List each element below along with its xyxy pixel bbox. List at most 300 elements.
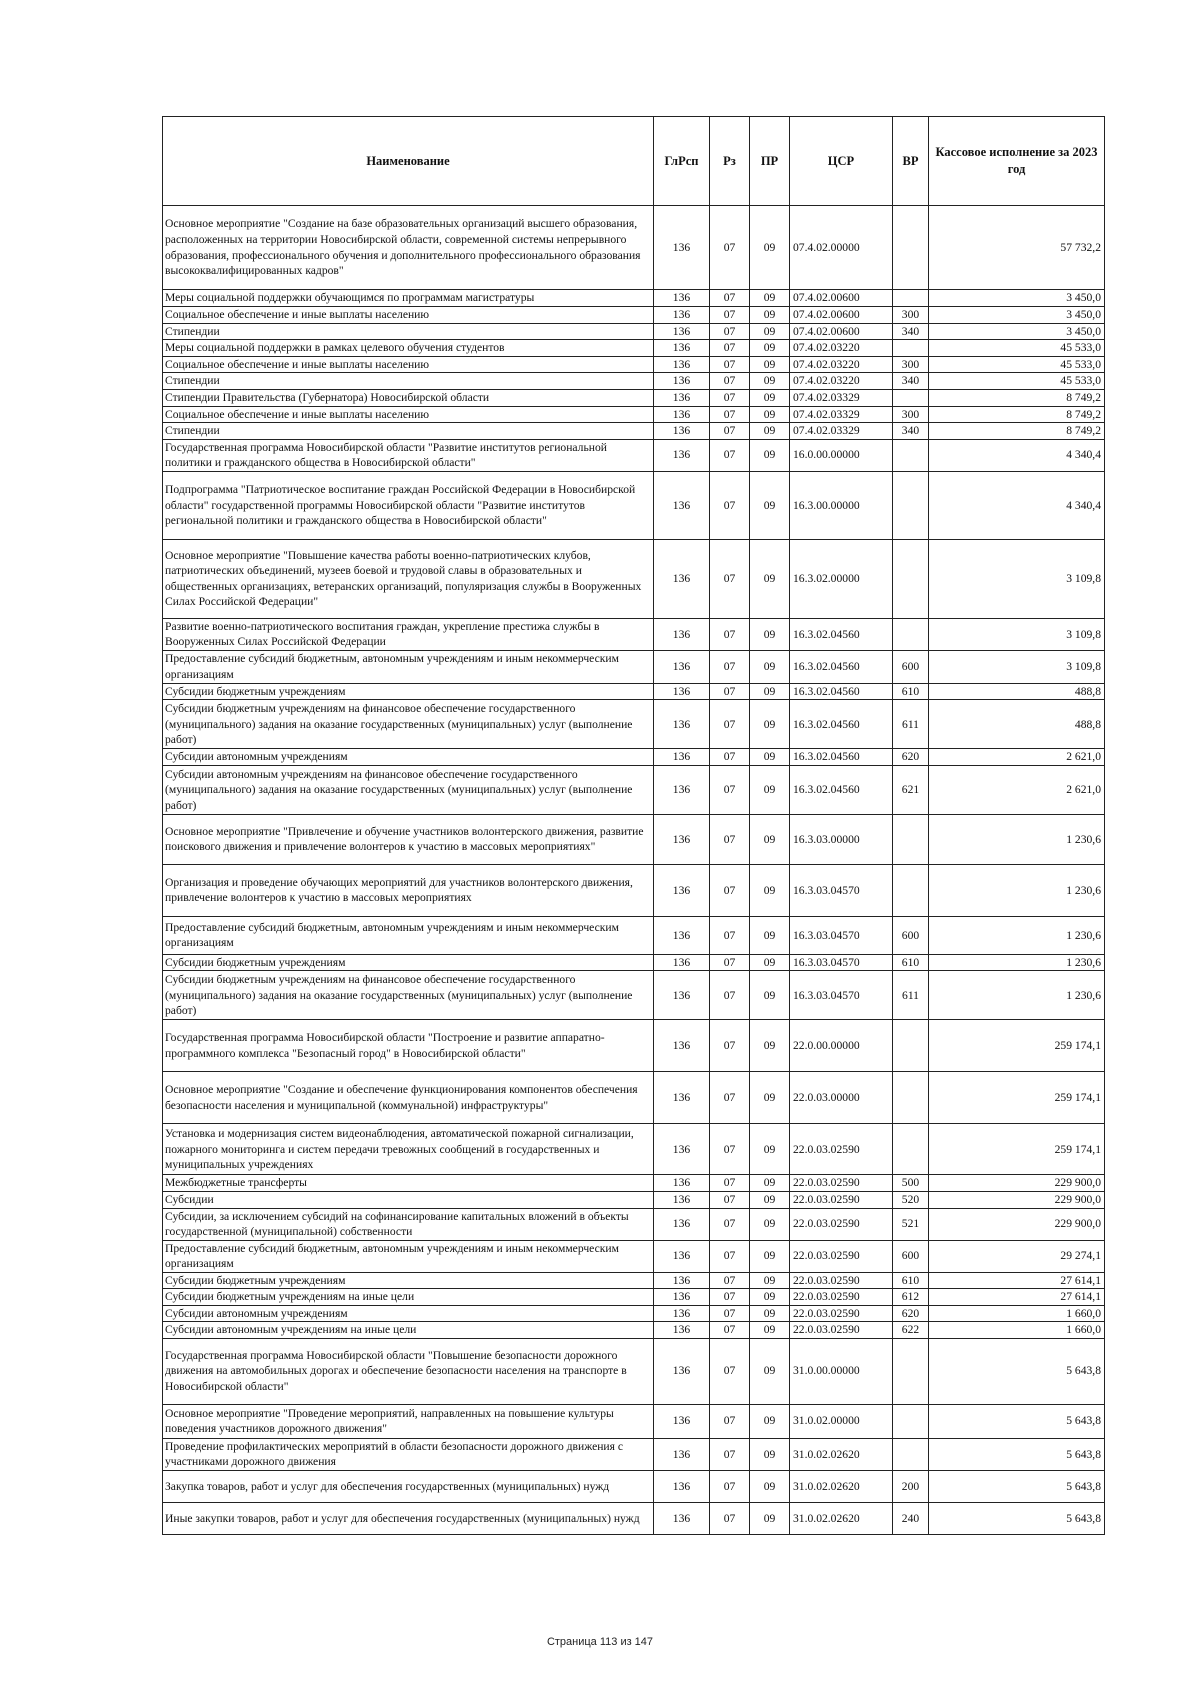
cell-pr: 09 bbox=[750, 471, 790, 539]
cell-name: Проведение профилактических мероприятий в области безопасности дорожного движения с участниками дорожного движения bbox=[163, 1438, 654, 1470]
table-row bbox=[163, 1072, 1105, 1124]
table-row bbox=[163, 356, 1105, 373]
cell-grbs: 136 bbox=[654, 971, 710, 1020]
cell-amount: 8 749,2 bbox=[929, 406, 1105, 423]
table-row bbox=[163, 1124, 1105, 1175]
cell-rz: 07 bbox=[710, 307, 750, 324]
cell-csr: 22.0.03.02590 bbox=[790, 1272, 893, 1289]
cell-rz: 07 bbox=[710, 1124, 750, 1175]
cell-amount: 5 643,8 bbox=[929, 1470, 1105, 1502]
cell-pr: 09 bbox=[750, 1470, 790, 1502]
cell-pr: 09 bbox=[750, 373, 790, 390]
cell-csr: 22.0.03.02590 bbox=[790, 1191, 893, 1208]
cell-name: Основное мероприятие "Проведение мероприятий, направленных на повышение культуры поведения участников дорожного движения" bbox=[163, 1404, 654, 1438]
cell-name: Социальное обеспечение и иные выплаты населению bbox=[163, 406, 654, 423]
table-row bbox=[163, 1020, 1105, 1072]
cell-name: Развитие военно-патриотического воспитания граждан, укрепление престижа службы в Вооруженных Силах Российской Федерации bbox=[163, 618, 654, 650]
cell-vr: 611 bbox=[893, 971, 929, 1020]
cell-name: Государственная программа Новосибирской области "Развитие институтов региональной политики и гражданского общества в Новосибирской области" bbox=[163, 439, 654, 471]
cell-rz: 07 bbox=[710, 471, 750, 539]
cell-csr: 31.0.00.00000 bbox=[790, 1338, 893, 1404]
cell-csr: 16.3.02.04560 bbox=[790, 700, 893, 749]
cell-vr bbox=[893, 290, 929, 307]
cell-csr: 16.3.03.04570 bbox=[790, 954, 893, 971]
cell-csr: 22.0.00.00000 bbox=[790, 1020, 893, 1072]
cell-vr bbox=[893, 1438, 929, 1470]
table-row bbox=[163, 471, 1105, 539]
cell-vr bbox=[893, 539, 929, 618]
cell-vr bbox=[893, 1404, 929, 1438]
cell-name: Предоставление субсидий бюджетным, автономным учреждениям и иным некоммерческим организациям bbox=[163, 1240, 654, 1272]
cell-rz: 07 bbox=[710, 290, 750, 307]
cell-amount: 45 533,0 bbox=[929, 373, 1105, 390]
cell-amount: 2 621,0 bbox=[929, 749, 1105, 766]
cell-amount: 5 643,8 bbox=[929, 1338, 1105, 1404]
cell-amount: 259 174,1 bbox=[929, 1072, 1105, 1124]
cell-rz: 07 bbox=[710, 618, 750, 650]
cell-pr: 09 bbox=[750, 1502, 790, 1534]
cell-pr: 09 bbox=[750, 423, 790, 440]
table-row bbox=[163, 749, 1105, 766]
cell-rz: 07 bbox=[710, 1404, 750, 1438]
cell-pr: 09 bbox=[750, 340, 790, 357]
cell-amount: 3 450,0 bbox=[929, 323, 1105, 340]
cell-name: Стипендии bbox=[163, 323, 654, 340]
cell-csr: 16.3.02.04560 bbox=[790, 765, 893, 814]
cell-csr: 22.0.03.02590 bbox=[790, 1322, 893, 1339]
cell-name: Основное мероприятие "Создание на базе образовательных организаций высшего образования, расположенных на территории Новосибирской области, современной системы непрерывного образования, профессионального обучения и дополнительного профессионального образования высококвалифицированных кадров" bbox=[163, 206, 654, 290]
table-row bbox=[163, 439, 1105, 471]
header-rz: Рз bbox=[710, 117, 750, 206]
cell-pr: 09 bbox=[750, 206, 790, 290]
budget-table bbox=[162, 116, 1105, 1535]
cell-rz: 07 bbox=[710, 356, 750, 373]
cell-amount: 229 900,0 bbox=[929, 1175, 1105, 1192]
table-row bbox=[163, 206, 1105, 290]
cell-grbs: 136 bbox=[654, 618, 710, 650]
cell-name: Субсидии автономным учреждениям на иные цели bbox=[163, 1322, 654, 1339]
cell-vr: 200 bbox=[893, 1470, 929, 1502]
cell-name: Субсидии автономным учреждениям на финансовое обеспечение государственного (муниципального) задания на оказание государственных (муниципальных) услуг (выполнение работ) bbox=[163, 765, 654, 814]
cell-csr: 16.3.03.04570 bbox=[790, 864, 893, 916]
cell-vr: 612 bbox=[893, 1289, 929, 1306]
cell-vr: 610 bbox=[893, 683, 929, 700]
cell-name: Субсидии автономным учреждениям bbox=[163, 749, 654, 766]
table-row bbox=[163, 765, 1105, 814]
cell-amount: 5 643,8 bbox=[929, 1404, 1105, 1438]
cell-name: Субсидии бюджетным учреждениям на финансовое обеспечение государственного (муниципального) задания на оказание государственных (муниципальных) услуг (выполнение работ) bbox=[163, 700, 654, 749]
header-row bbox=[163, 117, 1105, 206]
cell-amount: 3 450,0 bbox=[929, 290, 1105, 307]
cell-pr: 09 bbox=[750, 700, 790, 749]
cell-grbs: 136 bbox=[654, 1272, 710, 1289]
cell-grbs: 136 bbox=[654, 749, 710, 766]
cell-grbs: 136 bbox=[654, 356, 710, 373]
cell-pr: 09 bbox=[750, 1240, 790, 1272]
cell-amount: 3 109,8 bbox=[929, 650, 1105, 683]
table-row bbox=[163, 683, 1105, 700]
cell-pr: 09 bbox=[750, 1322, 790, 1339]
cell-amount: 3 109,8 bbox=[929, 539, 1105, 618]
table-row bbox=[163, 1305, 1105, 1322]
cell-rz: 07 bbox=[710, 814, 750, 864]
cell-name: Субсидии автономным учреждениям bbox=[163, 1305, 654, 1322]
cell-csr: 22.0.03.02590 bbox=[790, 1305, 893, 1322]
cell-vr bbox=[893, 471, 929, 539]
cell-csr: 31.0.02.00000 bbox=[790, 1404, 893, 1438]
cell-vr: 521 bbox=[893, 1208, 929, 1240]
cell-vr: 600 bbox=[893, 650, 929, 683]
cell-name: Меры социальной поддержки в рамках целевого обучения студентов bbox=[163, 340, 654, 357]
cell-name: Основное мероприятие "Повышение качества работы военно-патриотических клубов, патриотических объединений, музеев боевой и трудовой славы в образовательных и общественных организациях, ветеранских организаций, популяризация службы в Вооруженных Силах Российской Федерации" bbox=[163, 539, 654, 618]
header-grbs: ГлРсп bbox=[654, 117, 710, 206]
cell-name: Предоставление субсидий бюджетным, автономным учреждениям и иным некоммерческим организациям bbox=[163, 916, 654, 954]
cell-amount: 27 614,1 bbox=[929, 1289, 1105, 1306]
cell-rz: 07 bbox=[710, 1020, 750, 1072]
cell-pr: 09 bbox=[750, 356, 790, 373]
cell-pr: 09 bbox=[750, 749, 790, 766]
cell-vr: 600 bbox=[893, 1240, 929, 1272]
cell-csr: 16.3.02.04560 bbox=[790, 683, 893, 700]
cell-vr: 620 bbox=[893, 749, 929, 766]
cell-grbs: 136 bbox=[654, 683, 710, 700]
cell-pr: 09 bbox=[750, 765, 790, 814]
cell-csr: 16.3.02.00000 bbox=[790, 539, 893, 618]
cell-pr: 09 bbox=[750, 1175, 790, 1192]
cell-vr: 622 bbox=[893, 1322, 929, 1339]
cell-amount: 1 230,6 bbox=[929, 954, 1105, 971]
cell-csr: 07.4.02.03329 bbox=[790, 406, 893, 423]
cell-pr: 09 bbox=[750, 1305, 790, 1322]
cell-name: Межбюджетные трансферты bbox=[163, 1175, 654, 1192]
table-row bbox=[163, 971, 1105, 1020]
table-row bbox=[163, 1240, 1105, 1272]
cell-pr: 09 bbox=[750, 1020, 790, 1072]
header-vr: ВР bbox=[893, 117, 929, 206]
cell-grbs: 136 bbox=[654, 1289, 710, 1306]
header-csr: ЦСР bbox=[790, 117, 893, 206]
cell-grbs: 136 bbox=[654, 1191, 710, 1208]
cell-amount: 1 230,6 bbox=[929, 971, 1105, 1020]
cell-grbs: 136 bbox=[654, 406, 710, 423]
cell-amount: 29 274,1 bbox=[929, 1240, 1105, 1272]
table-row bbox=[163, 650, 1105, 683]
cell-amount: 4 340,4 bbox=[929, 439, 1105, 471]
cell-vr: 611 bbox=[893, 700, 929, 749]
cell-pr: 09 bbox=[750, 307, 790, 324]
table-row bbox=[163, 1502, 1105, 1534]
cell-pr: 09 bbox=[750, 1289, 790, 1306]
cell-rz: 07 bbox=[710, 1072, 750, 1124]
cell-rz: 07 bbox=[710, 765, 750, 814]
cell-grbs: 136 bbox=[654, 1305, 710, 1322]
cell-csr: 22.0.03.02590 bbox=[790, 1124, 893, 1175]
cell-rz: 07 bbox=[710, 439, 750, 471]
cell-grbs: 136 bbox=[654, 1404, 710, 1438]
cell-amount: 2 621,0 bbox=[929, 765, 1105, 814]
cell-rz: 07 bbox=[710, 864, 750, 916]
page-number: Страница 113 из 147 bbox=[546, 1636, 654, 1648]
cell-grbs: 136 bbox=[654, 340, 710, 357]
cell-pr: 09 bbox=[750, 954, 790, 971]
cell-csr: 16.0.00.00000 bbox=[790, 439, 893, 471]
cell-amount: 57 732,2 bbox=[929, 206, 1105, 290]
cell-grbs: 136 bbox=[654, 814, 710, 864]
cell-vr: 300 bbox=[893, 307, 929, 324]
cell-amount: 3 109,8 bbox=[929, 618, 1105, 650]
cell-rz: 07 bbox=[710, 916, 750, 954]
cell-csr: 07.4.02.00600 bbox=[790, 307, 893, 324]
cell-pr: 09 bbox=[750, 539, 790, 618]
cell-rz: 07 bbox=[710, 1438, 750, 1470]
cell-rz: 07 bbox=[710, 683, 750, 700]
table-row bbox=[163, 307, 1105, 324]
cell-amount: 259 174,1 bbox=[929, 1124, 1105, 1175]
cell-amount: 488,8 bbox=[929, 700, 1105, 749]
cell-grbs: 136 bbox=[654, 864, 710, 916]
cell-rz: 07 bbox=[710, 650, 750, 683]
cell-rz: 07 bbox=[710, 700, 750, 749]
cell-grbs: 136 bbox=[654, 206, 710, 290]
cell-grbs: 136 bbox=[654, 1020, 710, 1072]
cell-rz: 07 bbox=[710, 539, 750, 618]
cell-rz: 07 bbox=[710, 340, 750, 357]
cell-amount: 1 230,6 bbox=[929, 916, 1105, 954]
cell-csr: 31.0.02.02620 bbox=[790, 1470, 893, 1502]
cell-pr: 09 bbox=[750, 1272, 790, 1289]
cell-amount: 5 643,8 bbox=[929, 1502, 1105, 1534]
cell-csr: 16.3.03.04570 bbox=[790, 971, 893, 1020]
header-pr: ПР bbox=[750, 117, 790, 206]
cell-vr bbox=[893, 1072, 929, 1124]
cell-pr: 09 bbox=[750, 1438, 790, 1470]
cell-rz: 07 bbox=[710, 1240, 750, 1272]
table-row bbox=[163, 954, 1105, 971]
cell-amount: 1 660,0 bbox=[929, 1305, 1105, 1322]
cell-name: Стипендии Правительства (Губернатора) Новосибирской области bbox=[163, 389, 654, 406]
table-header bbox=[163, 117, 1105, 206]
cell-pr: 09 bbox=[750, 323, 790, 340]
cell-amount: 3 450,0 bbox=[929, 307, 1105, 324]
cell-pr: 09 bbox=[750, 814, 790, 864]
cell-amount: 45 533,0 bbox=[929, 356, 1105, 373]
cell-amount: 229 900,0 bbox=[929, 1208, 1105, 1240]
cell-grbs: 136 bbox=[654, 307, 710, 324]
table-row bbox=[163, 323, 1105, 340]
cell-grbs: 136 bbox=[654, 323, 710, 340]
cell-pr: 09 bbox=[750, 618, 790, 650]
table-row bbox=[163, 290, 1105, 307]
table-row bbox=[163, 423, 1105, 440]
cell-csr: 22.0.03.02590 bbox=[790, 1208, 893, 1240]
cell-rz: 07 bbox=[710, 1470, 750, 1502]
cell-rz: 07 bbox=[710, 1502, 750, 1534]
cell-csr: 07.4.02.00000 bbox=[790, 206, 893, 290]
cell-grbs: 136 bbox=[654, 389, 710, 406]
cell-rz: 07 bbox=[710, 954, 750, 971]
cell-grbs: 136 bbox=[654, 954, 710, 971]
table-body bbox=[163, 206, 1105, 1535]
cell-rz: 07 bbox=[710, 1322, 750, 1339]
cell-name: Субсидии бюджетным учреждениям bbox=[163, 1272, 654, 1289]
cell-pr: 09 bbox=[750, 864, 790, 916]
cell-vr bbox=[893, 814, 929, 864]
cell-grbs: 136 bbox=[654, 1208, 710, 1240]
cell-rz: 07 bbox=[710, 1289, 750, 1306]
cell-pr: 09 bbox=[750, 406, 790, 423]
cell-grbs: 136 bbox=[654, 1470, 710, 1502]
cell-vr bbox=[893, 1124, 929, 1175]
cell-amount: 488,8 bbox=[929, 683, 1105, 700]
table-row bbox=[163, 916, 1105, 954]
cell-name: Стипендии bbox=[163, 373, 654, 390]
cell-pr: 09 bbox=[750, 389, 790, 406]
cell-pr: 09 bbox=[750, 971, 790, 1020]
cell-vr: 300 bbox=[893, 356, 929, 373]
cell-grbs: 136 bbox=[654, 471, 710, 539]
table-row bbox=[163, 1175, 1105, 1192]
cell-rz: 07 bbox=[710, 323, 750, 340]
cell-rz: 07 bbox=[710, 373, 750, 390]
cell-vr: 600 bbox=[893, 916, 929, 954]
cell-amount: 8 749,2 bbox=[929, 389, 1105, 406]
cell-name: Субсидии бюджетным учреждениям на иные цели bbox=[163, 1289, 654, 1306]
cell-grbs: 136 bbox=[654, 916, 710, 954]
table-row bbox=[163, 389, 1105, 406]
cell-csr: 07.4.02.00600 bbox=[790, 323, 893, 340]
cell-csr: 07.4.02.03329 bbox=[790, 423, 893, 440]
table-row bbox=[163, 1208, 1105, 1240]
cell-pr: 09 bbox=[750, 1124, 790, 1175]
cell-csr: 16.3.02.04560 bbox=[790, 749, 893, 766]
cell-pr: 09 bbox=[750, 1338, 790, 1404]
cell-name: Государственная программа Новосибирской области "Повышение безопасности дорожного движения на автомобильных дорогах и обеспечение безопасности населения на транспорте в Новосибирской области" bbox=[163, 1338, 654, 1404]
cell-csr: 22.0.03.02590 bbox=[790, 1240, 893, 1272]
cell-name: Закупка товаров, работ и услуг для обеспечения государственных (муниципальных) нужд bbox=[163, 1470, 654, 1502]
cell-name: Установка и модернизация систем видеонаблюдения, автоматической пожарной сигнализации, пожарного мониторинга и систем передачи тревожных сообщений в государственных и муниципальных учреждениях bbox=[163, 1124, 654, 1175]
cell-csr: 31.0.02.02620 bbox=[790, 1502, 893, 1534]
cell-vr bbox=[893, 618, 929, 650]
cell-rz: 07 bbox=[710, 1191, 750, 1208]
cell-name: Подпрограмма "Патриотическое воспитание граждан Российской Федерации в Новосибирской области" государственной программы Новосибирской области "Развитие институтов региональной политики и гражданского общества в Новосибирской области" bbox=[163, 471, 654, 539]
cell-amount: 27 614,1 bbox=[929, 1272, 1105, 1289]
table-row bbox=[163, 1191, 1105, 1208]
cell-name: Стипендии bbox=[163, 423, 654, 440]
cell-pr: 09 bbox=[750, 683, 790, 700]
cell-grbs: 136 bbox=[654, 423, 710, 440]
cell-name: Организация и проведение обучающих мероприятий для участников волонтерского движения, привлечение волонтеров к участию в массовых мероприятиях bbox=[163, 864, 654, 916]
cell-csr: 16.3.03.04570 bbox=[790, 916, 893, 954]
cell-grbs: 136 bbox=[654, 1438, 710, 1470]
cell-vr bbox=[893, 1020, 929, 1072]
cell-vr: 500 bbox=[893, 1175, 929, 1192]
cell-name: Субсидии бюджетным учреждениям на финансовое обеспечение государственного (муниципального) задания на оказание государственных (муниципальных) услуг (выполнение работ) bbox=[163, 971, 654, 1020]
cell-grbs: 136 bbox=[654, 1502, 710, 1534]
cell-amount: 1 660,0 bbox=[929, 1322, 1105, 1339]
cell-rz: 07 bbox=[710, 1272, 750, 1289]
cell-amount: 45 533,0 bbox=[929, 340, 1105, 357]
table-row bbox=[163, 1289, 1105, 1306]
cell-name: Предоставление субсидий бюджетным, автономным учреждениям и иным некоммерческим организациям bbox=[163, 650, 654, 683]
cell-amount: 4 340,4 bbox=[929, 471, 1105, 539]
cell-grbs: 136 bbox=[654, 765, 710, 814]
cell-amount: 8 749,2 bbox=[929, 423, 1105, 440]
cell-csr: 07.4.02.03329 bbox=[790, 389, 893, 406]
cell-amount: 1 230,6 bbox=[929, 864, 1105, 916]
cell-csr: 16.3.02.04560 bbox=[790, 650, 893, 683]
cell-vr: 340 bbox=[893, 423, 929, 440]
cell-vr: 340 bbox=[893, 323, 929, 340]
cell-name: Социальное обеспечение и иные выплаты населению bbox=[163, 307, 654, 324]
cell-rz: 07 bbox=[710, 1338, 750, 1404]
cell-grbs: 136 bbox=[654, 700, 710, 749]
cell-name: Государственная программа Новосибирской области "Построение и развитие аппаратно-программного комплекса "Безопасный город" в Новосибирской области" bbox=[163, 1020, 654, 1072]
cell-grbs: 136 bbox=[654, 373, 710, 390]
table-row bbox=[163, 539, 1105, 618]
cell-csr: 16.3.02.04560 bbox=[790, 618, 893, 650]
table-row bbox=[163, 1322, 1105, 1339]
cell-rz: 07 bbox=[710, 206, 750, 290]
cell-vr: 300 bbox=[893, 406, 929, 423]
cell-amount: 229 900,0 bbox=[929, 1191, 1105, 1208]
cell-grbs: 136 bbox=[654, 1072, 710, 1124]
cell-grbs: 136 bbox=[654, 539, 710, 618]
cell-vr bbox=[893, 340, 929, 357]
cell-vr: 240 bbox=[893, 1502, 929, 1534]
cell-rz: 07 bbox=[710, 749, 750, 766]
cell-pr: 09 bbox=[750, 290, 790, 307]
cell-name: Иные закупки товаров, работ и услуг для обеспечения государственных (муниципальных) нужд bbox=[163, 1502, 654, 1534]
cell-vr: 610 bbox=[893, 954, 929, 971]
cell-pr: 09 bbox=[750, 1072, 790, 1124]
table-row bbox=[163, 373, 1105, 390]
cell-vr: 610 bbox=[893, 1272, 929, 1289]
cell-name: Субсидии bbox=[163, 1191, 654, 1208]
cell-csr: 22.0.03.00000 bbox=[790, 1072, 893, 1124]
cell-name: Субсидии, за исключением субсидий на софинансирование капитальных вложений в объекты государственной (муниципальной) собственности bbox=[163, 1208, 654, 1240]
cell-pr: 09 bbox=[750, 1191, 790, 1208]
cell-grbs: 136 bbox=[654, 1338, 710, 1404]
cell-grbs: 136 bbox=[654, 1322, 710, 1339]
cell-vr bbox=[893, 864, 929, 916]
cell-amount: 5 643,8 bbox=[929, 1438, 1105, 1470]
header-amount: Кассовое исполнение за 2023 год bbox=[929, 117, 1105, 206]
table-row bbox=[163, 1470, 1105, 1502]
cell-name: Социальное обеспечение и иные выплаты населению bbox=[163, 356, 654, 373]
table-row bbox=[163, 340, 1105, 357]
cell-rz: 07 bbox=[710, 423, 750, 440]
cell-csr: 22.0.03.02590 bbox=[790, 1175, 893, 1192]
cell-grbs: 136 bbox=[654, 650, 710, 683]
cell-rz: 07 bbox=[710, 1175, 750, 1192]
cell-vr bbox=[893, 1338, 929, 1404]
cell-rz: 07 bbox=[710, 971, 750, 1020]
cell-csr: 22.0.03.02590 bbox=[790, 1289, 893, 1306]
cell-grbs: 136 bbox=[654, 1240, 710, 1272]
cell-csr: 07.4.02.00600 bbox=[790, 290, 893, 307]
table-row bbox=[163, 1404, 1105, 1438]
header-name: Наименование bbox=[163, 117, 654, 206]
cell-csr: 31.0.02.02620 bbox=[790, 1438, 893, 1470]
table-row bbox=[163, 700, 1105, 749]
cell-rz: 07 bbox=[710, 1305, 750, 1322]
cell-name: Субсидии бюджетным учреждениям bbox=[163, 683, 654, 700]
table-row bbox=[163, 406, 1105, 423]
cell-grbs: 136 bbox=[654, 1124, 710, 1175]
cell-pr: 09 bbox=[750, 650, 790, 683]
cell-vr bbox=[893, 206, 929, 290]
cell-vr: 620 bbox=[893, 1305, 929, 1322]
